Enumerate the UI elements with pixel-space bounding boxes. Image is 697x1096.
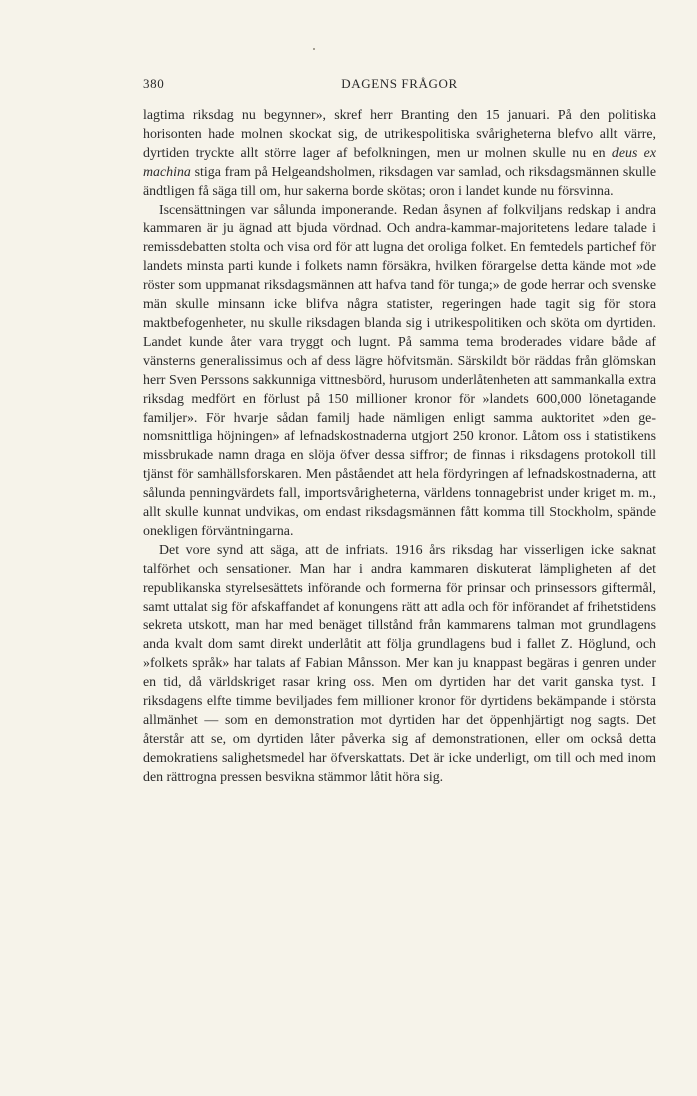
paragraph-1-italic-phrase: deus ex machina xyxy=(143,145,656,180)
paragraph-1 xyxy=(143,107,656,202)
paragraph-3: Det vore synd att säga, att de infriats. 1916 års riksdag har visserligen icke saknat talförhet och sensationer. Man har i andra kammaren diskuterat lämpligheten af det republikanska styrelsesättets införande och formerna för prinsar och prinsessors giftermål, samt uttalat sig för afskaffandet af konungens rätt att adla och för införandet af frihetstidens sekreta utskott, man har med benäget tillstånd från kammarens talman mot grundlagens anda kvalt dom samt direkt underlåtit att följa grundlagens bud i fallet Z. Höglund, och »folkets språk» har talats af Fabian Månsson. Mer kan ju knappast begäras i genren under en tid, då världskriget rasar kring oss. Men om dyrtiden har det varit ganska tyst. I riksdagens elfte timme beviljades fem millioner kronor för dyrtidens bekämpande i största allmänhet — som en demonstration mot dyrtiden har det öppenhjärtigt nog sagts. Det återstår att se, om dyrtiden låter påverka sig af demonstrationen, eller om också detta demokratiens salighetsmedel har öfverskattats. Det är icke underligt, om till och med inom den rättrogna pressen besvikna stämmor låtit höra sig. xyxy=(143,542,656,785)
paragraph-2: Iscensättningen var sålunda imponerande. Redan åsynen af folkviljans redskap i andra kammaren är ju ägnad att bjuda vördnad. Och andra-kammar-majoritetens ledare talade i remissdebatten stolta och visa ord för att lugna det oroliga folket. En femtedels partichef för landets minsta parti kunde i folkets namn försäkra, hvilken förargelse detta kände mot »de röster som uppmanat riksdagsmännen att hafva tand för tunga;» de gode herrar och svenske män skulle minsann icke blifva några statister, regeringen hade tagit sig för stora maktbefogenheter, nu skulle riksdagen blanda sig i utrikespolitiken och sköta om dyrtiden. Landet kunde åter vara tryggt och lugnt. På samma tema broderades vidare både af vänsterns generalissimus och af dess lägre höfvitsmän. Särskildt bör räddas från glömskan herr Sven Perssons sakkunniga vittnesbörd, hurusom underlåtenheten att sammankalla extra riksdag medfört en förlust på 150 millioner kronor för »landets 600,000 lönetagande familjer». För hvarje sådan familj hade nämligen enligt samma auktoritet »den genomsnittliga höjningen» af lefnadskostnaderna utgjort 250 kronor. Låtom oss i statistikens missbrukade namn draga en slöja öfver dessa siffror; de finnas i riksdagens protokoll till tjänst för samhällsforskaren. Men påståendet att hela fördyringen af lefnadskostnaderna, att sålunda penningvärdets fall, importsvårigheterna, världens tonnagebrist under kriget m. m., allt skulle kunnat undvikas, om endast riksdagsmännen fått komma till Stockholm, spände onekligen förväntningarna. xyxy=(143,202,656,539)
paragraph-1-text-before: lagtima riksdag nu begynner», skref herr Branting den 15 januari. På den politiska horisonten hade molnen skockat sig, de utrikespolitiska svårigheterna blefvo allt värre, dyrtiden tryckte allt större lager af befolkningen, men ur molnen skulle nu en xyxy=(143,108,656,161)
page-number: 380 xyxy=(143,76,165,91)
body-text xyxy=(143,107,656,788)
paragraph-1-text-after: stiga fram på Helgeandsholmen, riksdagen var samlad, och riksdagsmännen skulle ändtligen få säga till om, hur sakerna borde skötas; oron i landet kunde nu försvinna. xyxy=(143,164,656,199)
running-header xyxy=(143,76,656,96)
running-title: DAGENS FRÅGOR xyxy=(341,76,458,91)
paper-speck xyxy=(313,48,315,50)
